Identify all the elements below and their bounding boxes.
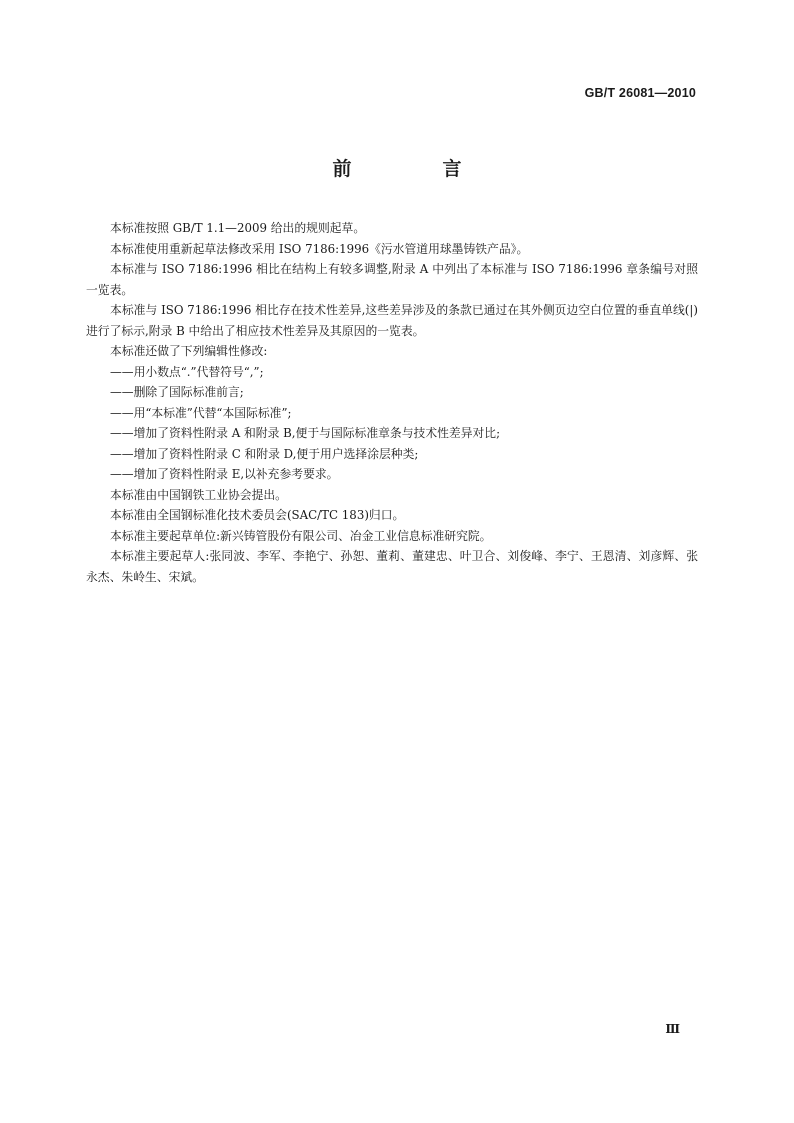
foreword-body <box>86 218 698 587</box>
paragraph: 本标准与 ISO 7186:1996 相比存在技术性差异,这些差异涉及的条款已通过在其外侧页边空白位置的垂直单线(|)进行了标示,附录 B 中给出了相应技术性差异及其原因的一览表。 <box>86 303 698 338</box>
paragraph: 本标准使用重新起草法修改采用 ISO 7186:1996《污水管道用球墨铸铁产品》。 <box>110 241 529 256</box>
standard-code: GB/T 26081—2010 <box>584 86 696 100</box>
list-item: ——用“本标准”代替“本国际标准”; <box>110 405 292 420</box>
list-item: ——用小数点“.”代替符号“,”; <box>110 364 264 379</box>
paragraph: 本标准由全国钢标准化技术委员会(SAC/TC 183)归口。 <box>110 508 405 522</box>
page-number: Ⅲ <box>665 1022 680 1036</box>
list-item: ——删除了国际标准前言; <box>110 385 244 399</box>
paragraph: 本标准主要起草单位:新兴铸管股份有限公司、冶金工业信息标准研究院。 <box>110 528 492 543</box>
list-item: ——增加了资料性附录 E,以补充参考要求。 <box>110 467 339 481</box>
list-item: ——增加了资料性附录 A 和附录 B,便于与国际标准章条与技术性差异对比; <box>110 426 501 440</box>
paragraph: 本标准与 ISO 7186:1996 相比在结构上有较多调整,附录 A 中列出了本标准与 ISO 7186:1996 章条编号对照一览表。 <box>86 262 698 297</box>
list-item: ——增加了资料性附录 C 和附录 D,便于用户选择涂层种类; <box>110 446 419 461</box>
paragraph: 本标准主要起草人:张同波、李军、李艳宁、孙恕、董莉、董建忠、叶卫合、刘俊峰、李宁、王恩清、刘彦辉、张永杰、朱岭生、宋斌。 <box>86 549 698 584</box>
paragraph: 本标准按照 GB/T 1.1—2009 给出的规则起草。 <box>110 221 366 235</box>
paragraph: 本标准由中国钢铁工业协会提出。 <box>110 487 287 502</box>
page-title: 前 言 <box>332 158 498 180</box>
paragraph: 本标准还做了下列编辑性修改: <box>110 344 268 358</box>
